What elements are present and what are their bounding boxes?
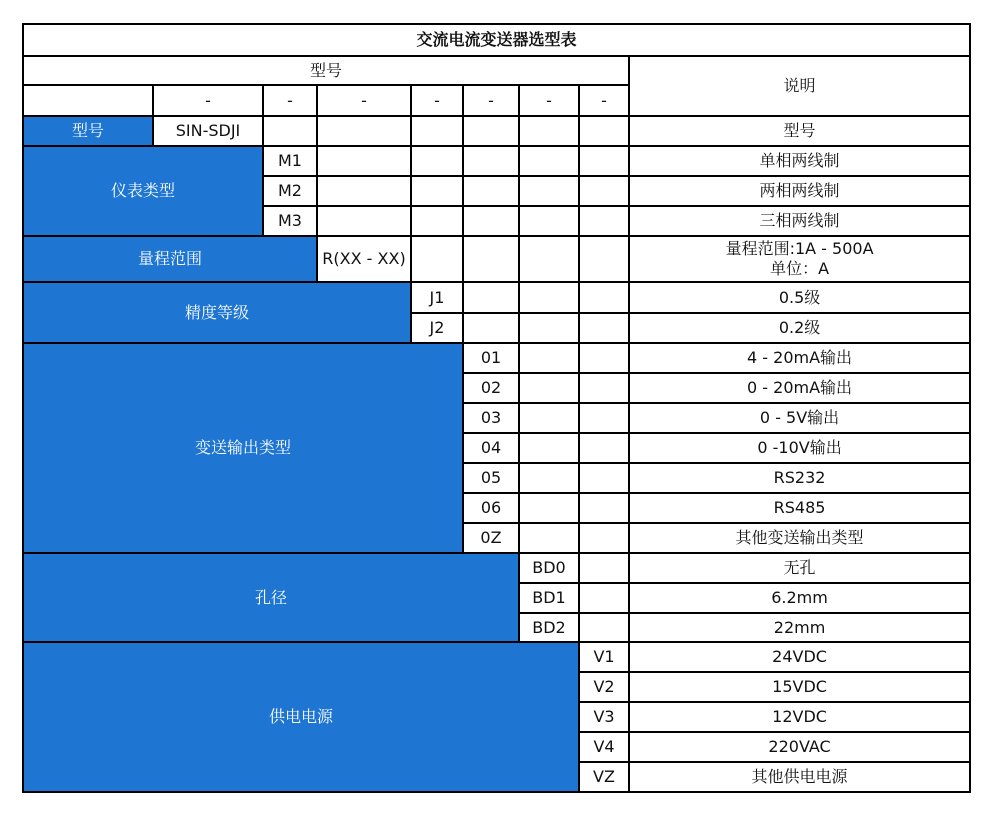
empty-cell (411, 206, 463, 236)
empty-cell (519, 236, 579, 282)
empty-cell (23, 85, 153, 116)
empty-cell (317, 176, 411, 206)
empty-cell (579, 176, 629, 206)
empty-cell (411, 146, 463, 176)
empty-cell (579, 613, 629, 642)
table-row (23, 282, 970, 313)
empty-cell (579, 463, 629, 493)
empty-cell (463, 206, 519, 236)
model-group-header: 型号 (23, 56, 629, 85)
code-cell: M2 (263, 176, 317, 206)
code-cell: 02 (463, 373, 519, 403)
empty-cell (519, 282, 579, 313)
empty-cell (519, 176, 579, 206)
code-cell: 04 (463, 433, 519, 463)
desc-cell: RS485 (629, 493, 970, 523)
code-cell: BD2 (519, 613, 579, 642)
code-cell: BD1 (519, 583, 579, 613)
empty-cell (579, 116, 629, 146)
desc-cell: 4 - 20mA输出 (629, 343, 970, 373)
empty-cell (463, 116, 519, 146)
code-cell: R(XX - XX) (317, 236, 411, 282)
empty-cell (463, 282, 519, 313)
empty-cell (463, 236, 519, 282)
selection-table (22, 23, 971, 793)
dash-cell: - (519, 85, 579, 116)
empty-cell (317, 206, 411, 236)
empty-cell (579, 146, 629, 176)
dash-cell: - (317, 85, 411, 116)
description-header: 说明 (629, 56, 970, 116)
empty-cell (411, 176, 463, 206)
empty-cell (519, 403, 579, 433)
category-instrument-type: 仪表类型 (23, 146, 263, 236)
title-row (23, 24, 970, 56)
empty-cell (411, 236, 463, 282)
desc-cell: 其他供电电源 (629, 762, 970, 792)
code-cell: J1 (411, 282, 463, 313)
empty-cell (579, 553, 629, 583)
desc-cell: 0.5级 (629, 282, 970, 313)
empty-cell (579, 373, 629, 403)
empty-cell (579, 313, 629, 343)
desc-cell: 24VDC (629, 642, 970, 672)
desc-cell: 0 - 20mA输出 (629, 373, 970, 403)
empty-cell (519, 433, 579, 463)
category-power-supply: 供电电源 (23, 642, 579, 792)
desc-cell: 12VDC (629, 702, 970, 732)
code-cell: 01 (463, 343, 519, 373)
empty-cell (579, 236, 629, 282)
category-model: 型号 (23, 116, 153, 146)
empty-cell (579, 583, 629, 613)
code-cell: VZ (579, 762, 629, 792)
code-cell: 05 (463, 463, 519, 493)
dash-cell: - (579, 85, 629, 116)
empty-cell (263, 116, 317, 146)
desc-cell: 15VDC (629, 672, 970, 702)
empty-cell (519, 523, 579, 553)
empty-cell (519, 313, 579, 343)
table-row (23, 146, 970, 176)
range-desc-line1: 量程范围:1A - 500A (725, 239, 874, 258)
dash-cell: - (411, 85, 463, 116)
desc-cell: 6.2mm (629, 583, 970, 613)
desc-cell: 22mm (629, 613, 970, 642)
desc-cell (629, 236, 970, 282)
empty-cell (463, 313, 519, 343)
desc-cell: 220VAC (629, 732, 970, 762)
desc-cell: 三相两线制 (629, 206, 970, 236)
empty-cell (579, 433, 629, 463)
code-cell: 06 (463, 493, 519, 523)
dash-cell: - (153, 85, 263, 116)
empty-cell (519, 463, 579, 493)
code-cell: BD0 (519, 553, 579, 583)
table-row (23, 642, 970, 672)
empty-cell (463, 176, 519, 206)
code-cell: V4 (579, 732, 629, 762)
table-row (23, 236, 970, 282)
code-cell: V2 (579, 672, 629, 702)
table-row (23, 553, 970, 583)
code-cell: 0Z (463, 523, 519, 553)
header-row (23, 56, 970, 85)
empty-cell (579, 206, 629, 236)
empty-cell (579, 493, 629, 523)
code-cell: V3 (579, 702, 629, 732)
empty-cell (519, 116, 579, 146)
category-range: 量程范围 (23, 236, 317, 282)
empty-cell (519, 343, 579, 373)
desc-cell: 单相两线制 (629, 146, 970, 176)
model-row (23, 116, 970, 146)
empty-cell (463, 146, 519, 176)
empty-cell (579, 343, 629, 373)
desc-cell: RS232 (629, 463, 970, 493)
code-cell: M1 (263, 146, 317, 176)
desc-cell: 0.2级 (629, 313, 970, 343)
empty-cell (411, 116, 463, 146)
page-title: 交流电流变送器选型表 (23, 24, 970, 56)
code-cell: J2 (411, 313, 463, 343)
category-aperture: 孔径 (23, 553, 519, 642)
model-code-cell: SIN-SDJI (153, 116, 263, 146)
empty-cell (519, 493, 579, 523)
desc-cell: 0 -10V输出 (629, 433, 970, 463)
empty-cell (579, 523, 629, 553)
desc-cell: 无孔 (629, 553, 970, 583)
empty-cell (519, 373, 579, 403)
desc-cell: 两相两线制 (629, 176, 970, 206)
empty-cell (519, 146, 579, 176)
dash-cell: - (463, 85, 519, 116)
table-row (23, 343, 970, 373)
code-cell: V1 (579, 642, 629, 672)
category-output-type: 变送输出类型 (23, 343, 463, 553)
empty-cell (579, 282, 629, 313)
empty-cell (519, 206, 579, 236)
range-desc-line2: 单位：A (770, 259, 830, 278)
desc-cell: 其他变送输出类型 (629, 523, 970, 553)
empty-cell (317, 146, 411, 176)
empty-cell (579, 403, 629, 433)
category-accuracy: 精度等级 (23, 282, 411, 343)
desc-cell: 型号 (629, 116, 970, 146)
code-cell: 03 (463, 403, 519, 433)
code-cell: M3 (263, 206, 317, 236)
desc-cell: 0 - 5V输出 (629, 403, 970, 433)
empty-cell (317, 116, 411, 146)
dash-cell: - (263, 85, 317, 116)
